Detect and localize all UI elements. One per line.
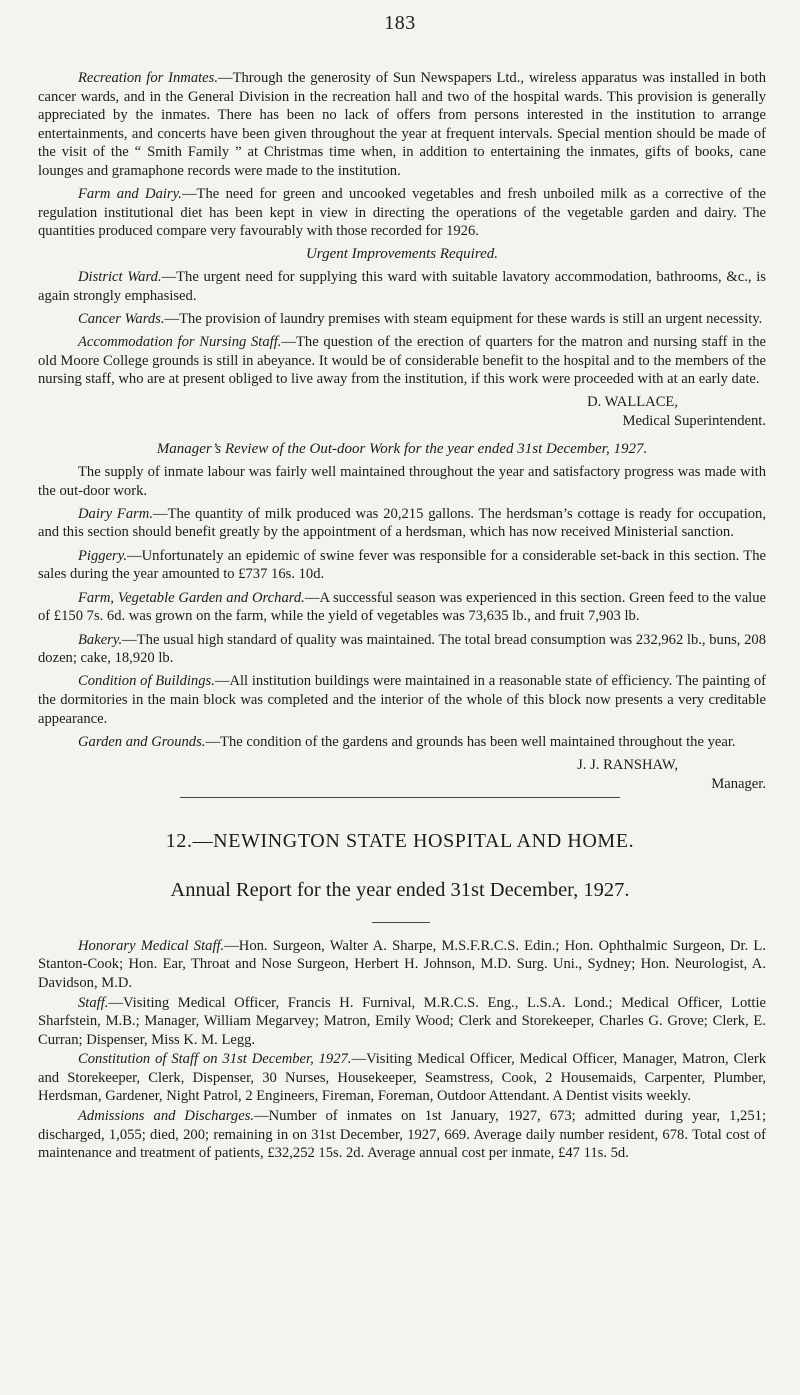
lead-nursing-staff: Accommodation for Nursing Staff. xyxy=(78,334,282,351)
lead-dairy-farm: Dairy Farm. xyxy=(78,505,153,522)
section-divider xyxy=(180,797,620,798)
hospital-report-continuation xyxy=(38,69,766,431)
paragraph-bakery xyxy=(38,631,766,668)
text-district-ward: —The urgent need for supplying this ward with suitable lavatory accommodation, bathrooms, &c., is again strongly emphasised. xyxy=(38,269,766,304)
text-recreation: —Through the generosity of Sun Newspapers Ltd., wireless apparatus was installed in both cancer wards, and in the General Division in the recreation hall and two of the hospital wards. This provision is generally appreciated by the inmates. There has been no lack of offers from persons interested in the institution to arrange entertainments, and concerts have been given throughout the year at frequent intervals. Special mention should be made of the visit of the “ Smith Family ” at Christmas time when, in addition to entertaining the inmates, gifts of books, cane lounges and gramaphone records were made to the institution. xyxy=(38,70,767,179)
text-admissions: —Number of inmates on 1st January, 1927, 673; admitted during year, 1,251; discharged, 1,055; died, 200; remaining in on 31st December, 1927, 669. Average daily number resident, 678. Total cost of maintenance and treatment of patients, £32,252 15s. 2d. Average annual cost per inmate, £47 11s. 5d. xyxy=(38,1108,767,1161)
text-constitution: —Visiting Medical Officer, Medical Officer, Manager, Matron, Clerk and Storekeeper, Clerk, Dispenser, 30 Nurses, Housekeeper, Seamstress, Cook, 2 Housemaids, Carpenter, Plumber, Herdsman, Gardener, Night Patrol, 2 Engineers, Fireman, Foreman, Outdoor Attendant. A Dentist visits weekly. xyxy=(38,1051,766,1105)
lead-recreation: Recreation for Inmates. xyxy=(78,70,218,86)
paragraph-farm-veg-orchard xyxy=(38,589,766,626)
text-farm-dairy: —The need for green and uncooked vegetables and fresh unboiled milk as a corrective of the regulation institutional diet has been kept in view in directing the operations of the vegetable garden and dairy. The quantities produced compare very favourably with those recorded for 1926. xyxy=(38,186,766,240)
hospital-heading: 12.—NEWINGTON STATE HOSPITAL AND HOME. xyxy=(165,830,635,852)
signature-name: D. WALLACE, xyxy=(587,394,678,411)
lead-cancer-wards: Cancer Wards. xyxy=(78,311,165,328)
review-title-prefix: Manager’s Review of the Out-door Work for the year ended xyxy=(156,441,514,457)
lead-honorary-staff: Honorary Medical Staff. xyxy=(78,938,225,954)
lead-farm-veg-orchard: Farm, Vegetable Garden and Orchard. xyxy=(78,589,305,606)
paragraph-constitution xyxy=(38,1050,766,1105)
paragraph-recreation xyxy=(38,69,766,181)
heading-divider xyxy=(372,922,430,923)
paragraph-buildings xyxy=(38,672,766,728)
text-honorary-staff: —Hon. Surgeon, Walter A. Sharpe, M.S.F.R.C.S. Edin.; Hon. Ophthalmic Surgeon, Dr. L. Stanton-Cook; Hon. Ear, Throat and Nose Surgeon, Herbert H. Johnson, M.D. Surg. Uni., Sydney; Hon. Neurologist, A. Davidson, M.D. xyxy=(38,938,766,991)
lead-constitution: Constitution of Staff on 31st December, 1927. xyxy=(78,1051,352,1068)
text-bakery: —The usual high standard of quality was maintained. The total bread consumption was 232,962 lb., buns, 208 dozen; cake, 18,920 lb. xyxy=(38,631,766,667)
paragraph-admissions xyxy=(38,1107,766,1162)
paragraph-staff xyxy=(38,994,766,1049)
lead-admissions: Admissions and Discharges. xyxy=(78,1108,255,1125)
text-dairy-farm: —The quantity of milk produced was 20,215 gallons. The herdsman’s cottage is ready for occupation, and this section should benefit greatly by the appointment of a herdsman, which has now received Ministerial sanction. xyxy=(38,505,766,541)
paragraph-honorary-staff xyxy=(38,937,766,992)
lead-buildings: Condition of Buildings. xyxy=(78,673,215,690)
paragraph-garden-grounds xyxy=(38,733,766,752)
text-farm-veg-orchard: —A successful season was experienced in this section. Green feed to the value of £150 7s. 6d. was grown on the farm, while the yield of vegetables was 73,635 lb., and fruit 7,903 lb. xyxy=(38,589,766,625)
urgent-improvements-heading: Urgent Improvements Required. xyxy=(305,246,499,263)
newington-report xyxy=(38,937,766,1164)
text-staff: —Visiting Medical Officer, Francis H. Furnival, M.R.C.S. Eng., L.S.A. Lond.; Medical Officer, Lottie Sharfstein, M.B.; Manager, William Megarvey; Matron, Emily Wood; Clerk and Storekeeper, Charles G. Grove; Clerk, E. Curran; Dispenser, Miss K. M. Legg. xyxy=(38,994,766,1048)
page-number: 183 xyxy=(384,12,416,34)
paragraph-dairy-farm xyxy=(38,505,766,542)
lead-bakery: Bakery. xyxy=(78,631,123,648)
review-title xyxy=(38,440,766,459)
signature-ranshaw xyxy=(38,756,766,794)
lead-farm-dairy: Farm and Dairy. xyxy=(78,186,182,203)
signature-name: J. J. RANSHAW, xyxy=(577,757,678,774)
managers-review xyxy=(38,440,766,794)
paragraph-review-intro: The supply of inmate labour was fairly well maintained throughout the year and satisfactory progress was made with the out-door work. xyxy=(38,464,766,499)
annual-report-heading: Annual Report for the year ended 31st December, 1927. xyxy=(170,879,630,901)
signature-title: Medical Superintendent. xyxy=(622,413,766,430)
paragraph-cancer-wards xyxy=(38,310,766,329)
lead-garden-grounds: Garden and Grounds. xyxy=(78,733,206,750)
paragraph-nursing-staff xyxy=(38,333,766,389)
lead-district-ward: District Ward. xyxy=(78,269,162,286)
text-garden-grounds: —The condition of the gardens and grounds has been well maintained throughout the year. xyxy=(205,733,736,750)
text-cancer-wards: —The provision of laundry premises with steam equipment for these wards is still an urgent necessity. xyxy=(164,311,763,328)
text-piggery: —Unfortunately an epidemic of swine fever was responsible for a considerable set-back in this section. The sales during the year amounted to £737 16s. 10d. xyxy=(38,547,766,583)
review-title-date: 31st December, 1927. xyxy=(517,441,648,457)
paragraph-farm-dairy xyxy=(38,185,766,241)
paragraph-district-ward xyxy=(38,268,766,305)
text-buildings: —All institution buildings were maintained in a reasonable state of efficiency. The painting of the dormitories in the main block was completed and the interior of the whole of this block now presents a very creditable appearance. xyxy=(38,673,766,727)
text-nursing-staff: —The question of the erection of quarters for the matron and nursing staff in the old Moore College grounds is still in abeyance. It would be of considerable benefit to the hospital and to the members of the nursing staff, who are at present obliged to live away from the institution, if this work were proceeded with at an early date. xyxy=(38,334,766,388)
paragraph-piggery xyxy=(38,547,766,584)
lead-staff: Staff. xyxy=(78,994,109,1011)
lead-piggery: Piggery. xyxy=(78,547,128,564)
signature-title: Manager. xyxy=(711,776,766,793)
signature-wallace xyxy=(38,393,766,431)
